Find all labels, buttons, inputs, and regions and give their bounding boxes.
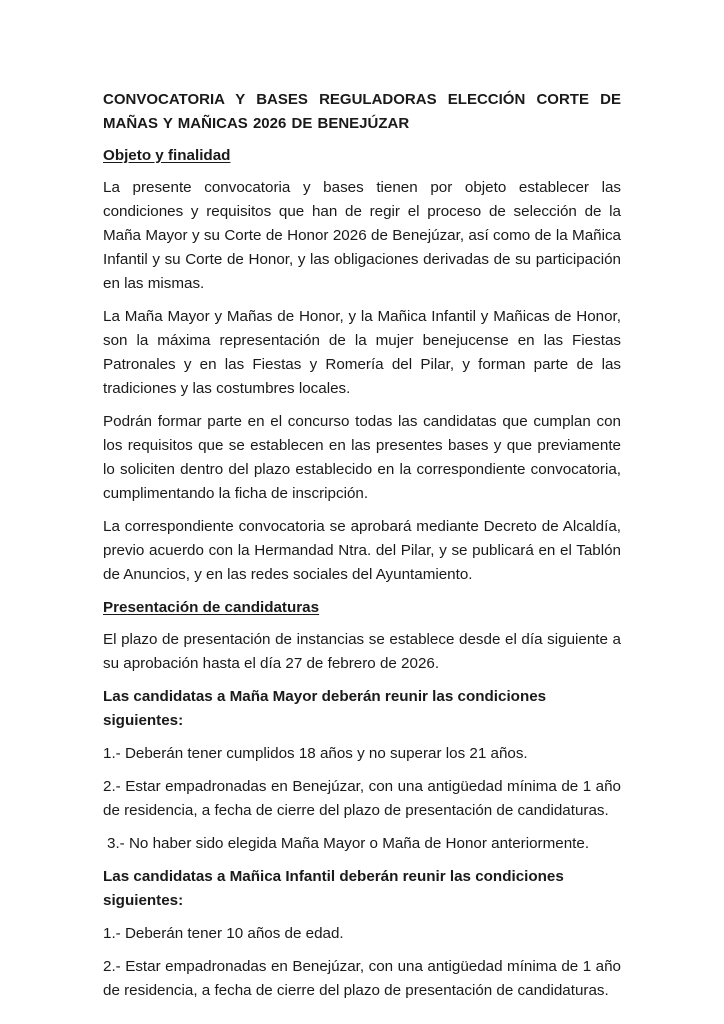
paragraph-participacion: Podrán formar parte en el concurso todas las candidatas que cumplan con los requisitos que se establecen en las presentes bases y que previamente lo soliciten dentro del plazo establecido en la correspondiente convocatoria, cumplimentando la ficha de inscripción. (103, 413, 621, 502)
section-heading-objeto: Objeto y finalidad (103, 147, 231, 164)
requirements-heading-mana-mayor: Las candidatas a Maña Mayor deberán reunir las condiciones siguientes: (103, 688, 547, 729)
requirement-item: 2.- Estar empadronadas en Benejúzar, con una antigüedad mínima de 1 año de residencia, a fecha de cierre del plazo de presentación de candidaturas. (103, 958, 621, 999)
paragraph-representacion: La Maña Mayor y Mañas de Honor, y la Mañica Infantil y Mañicas de Honor, son la máxima representación de la mujer benejucense en las Fiestas Patronales y en las Fiestas y Romería del Pilar, y forman parte de las tradiciones y las costumbres locales. (103, 308, 621, 397)
requirement-item: 2.- Estar empadronadas en Benejúzar, con una antigüedad mínima de 1 año de residencia, a fecha de cierre del plazo de presentación de candidaturas. (103, 778, 621, 819)
document-title: CONVOCATORIA Y BASES REGULADORAS ELECCIÓN CORTE DE MAÑAS Y MAÑICAS 2026 DE BENEJÚZAR (103, 91, 621, 132)
requirements-heading-manica-infantil: Las candidatas a Mañica Infantil deberán reunir las condiciones siguientes: (103, 868, 564, 909)
requirement-item: 3.- No haber sido elegida Maña Mayor o Maña de Honor anteriormente. (107, 835, 590, 852)
paragraph-publicacion: La correspondiente convocatoria se aprobará mediante Decreto de Alcaldía, previo acuerdo con la Hermandad Ntra. del Pilar, y se publicará en el Tablón de Anuncios, y en las redes sociales del Ayuntamiento. (103, 518, 621, 583)
section-heading-presentacion: Presentación de candidaturas (103, 599, 320, 616)
paragraph-objeto: La presente convocatoria y bases tienen por objeto establecer las condiciones y requisitos que han de regir el proceso de selección de la Maña Mayor y su Corte de Honor 2026 de Benejúzar, así como de la Mañica Infantil y su Corte de Honor, y las obligaciones derivadas de su participación en las mismas. (103, 179, 621, 292)
document-page (103, 88, 621, 1012)
requirement-item: 1.- Deberán tener cumplidos 18 años y no superar los 21 años. (103, 745, 528, 762)
requirement-item: 1.- Deberán tener 10 años de edad. (103, 925, 344, 942)
paragraph-plazo: El plazo de presentación de instancias se establece desde el día siguiente a su aprobación hasta el día 27 de febrero de 2026. (103, 631, 621, 672)
